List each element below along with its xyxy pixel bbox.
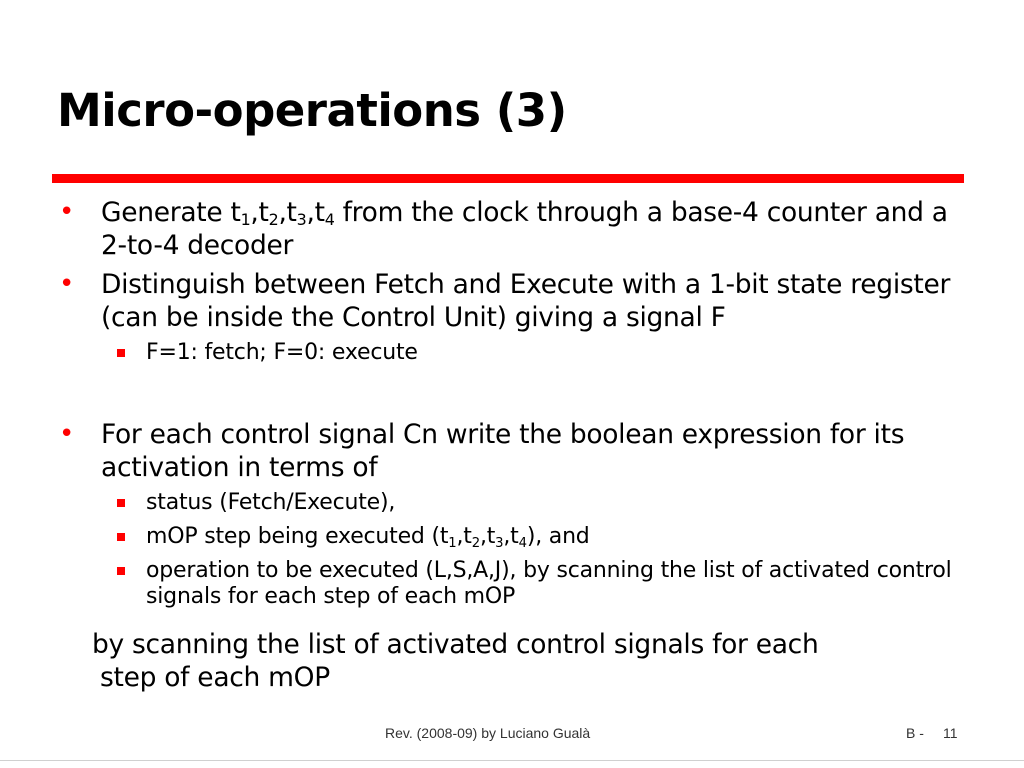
- square-bullet-icon: [117, 567, 125, 575]
- slide-content: [57, 196, 977, 618]
- footer-page-number: 11: [943, 725, 958, 741]
- bullet-dot-icon: •: [59, 197, 75, 227]
- title-divider: [52, 174, 964, 183]
- bullet-text: Generate $t_1,t_2,t_3,t_4$ from the clock through a base-4 counter and a 2-to-4 decoder: [101, 197, 948, 261]
- trailing-line-1: by scanning the list of activated control signals for each: [92, 629, 819, 660]
- sub-bullet-item: [57, 340, 977, 366]
- footer-section-tag: B -: [906, 725, 924, 741]
- bullet-text: Distinguish between Fetch and Execute with a 1-bit state register (can be inside the Control Unit) giving a signal F: [101, 269, 951, 333]
- square-bullet-icon: [117, 533, 125, 541]
- bottom-divider: [0, 760, 1024, 761]
- trailing-line-2: step of each mOP: [100, 662, 330, 693]
- sub-bullet-item: [57, 558, 977, 610]
- bullet-dot-icon: •: [59, 269, 75, 299]
- sub-bullet-text: status (Fetch/Execute),: [146, 490, 396, 515]
- bullet-item: [57, 418, 977, 484]
- sub-bullet-item: [57, 524, 977, 550]
- footer-credit: Rev. (2008-09) by Luciano Gualà: [385, 725, 591, 741]
- sub-bullet-text: operation to be executed (L,S,A,J), by scanning the list of activated control signals for each step of each mOP: [146, 558, 952, 609]
- sub-bullet-text: mOP step being executed $(t_1,t_2,t_3,t_4)$, and: [146, 524, 590, 551]
- bullet-item: [57, 196, 977, 262]
- slide-title: Micro-operations (3): [57, 84, 567, 137]
- trailing-text: [92, 628, 952, 694]
- sub-bullet-item: [57, 490, 977, 516]
- square-bullet-icon: [117, 499, 125, 507]
- bullet-item: [57, 268, 977, 334]
- bullet-dot-icon: •: [59, 419, 75, 449]
- bullet-text: For each control signal Cn write the boolean expression for its activation in terms of: [101, 419, 905, 483]
- square-bullet-icon: [117, 349, 125, 357]
- sub-bullet-text: F=1: fetch; F=0: execute: [146, 340, 418, 365]
